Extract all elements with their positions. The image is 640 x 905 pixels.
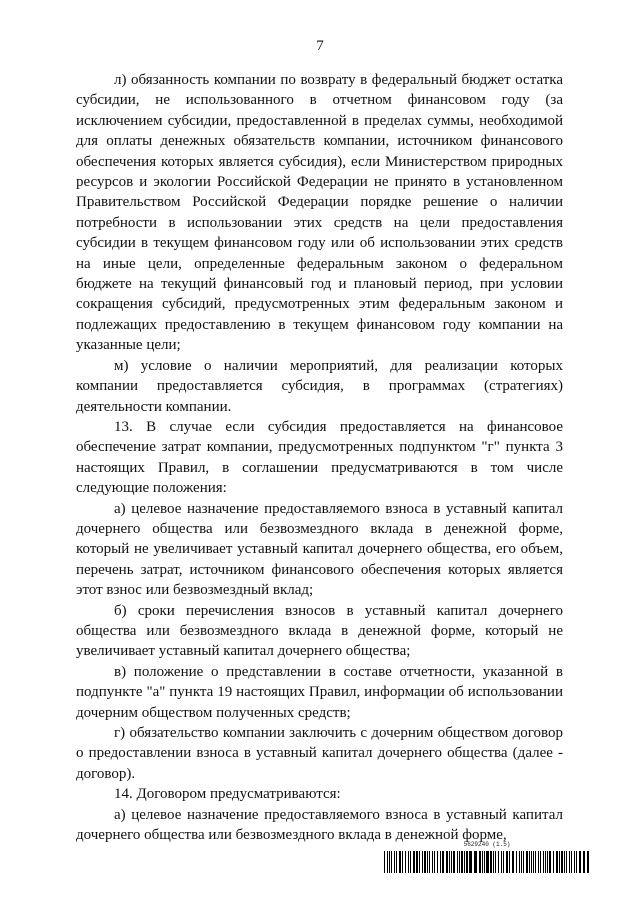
paragraph-13g: г) обязательство компании заключить с дочерним обществом договор о предоставлении взноса в уставный капитал дочернего общества (далее - договор).	[76, 725, 563, 782]
paragraph-13b: б) сроки перечисления взносов в уставный капитал дочернего общества или безвозмездного вклада в денежной форме, который не увеличивает уставный капитал дочернего общества;	[76, 602, 563, 660]
paragraph-14a: а) целевое назначение предоставляемого взноса в уставный капитал дочернего общества или безвозмездного вклада в денежной форме,	[76, 806, 563, 844]
document-code: 5629240 (1.5)	[463, 841, 511, 848]
barcode	[384, 851, 590, 873]
document-footer	[384, 841, 590, 873]
paragraph-13: 13. В случае если субсидия предоставляется на финансовое обеспечение затрат компании, предусмотренных подпунктом "г" пункта 3 настоящих Правил, в соглашении предусматриваются в том числе следующие положения:	[76, 418, 563, 497]
paragraph-14: 14. Договором предусматриваются:	[114, 786, 341, 803]
document-body	[76, 70, 563, 845]
paragraph-l: л) обязанность компании по возврату в федеральный бюджет остатка субсидии, не использованного в отчетном финансовом году (за исключением субсидии, предоставленной в пределах суммы, необходимой для оплаты денежных обязательств компании, источником финансового обеспечения которых является субсидия), если Министерством природных ресурсов и экологии Российской Федерации не принято в установленном Правительством Российской Федерации порядке решение о наличии потребности в использовании этих средств на цели предоставления субсидии в текущем финансовом году или об использовании этих средств на иные цели, определенные федеральным законом о федеральном бюджете на текущий финансовый год и плановый период, при условии сокращения субсидий, предусмотренных этим федеральным законом и подлежащих предоставлению в текущем финансовом году компании на указанные цели;	[76, 72, 563, 354]
paragraph-13a: а) целевое назначение предоставляемого взноса в уставный капитал дочернего общества или безвозмездного вклада в денежной форме, который не увеличивает уставный капитал дочернего общества, его объем, перечень затрат, источником финансового обеспечения которых является этот взнос или безвозмездный вклад;	[76, 500, 563, 599]
page-number: 7	[316, 38, 324, 54]
paragraph-13v: в) положение о представлении в составе отчетности, указанной в подпункте "а" пункта 19 настоящих Правил, информации об использовании дочерним обществом полученных средств;	[76, 663, 563, 721]
paragraph-m: м) условие о наличии мероприятий, для реализации которых компании предоставляется субсидия, в программах (стратегиях) деятельности компании.	[76, 357, 563, 415]
